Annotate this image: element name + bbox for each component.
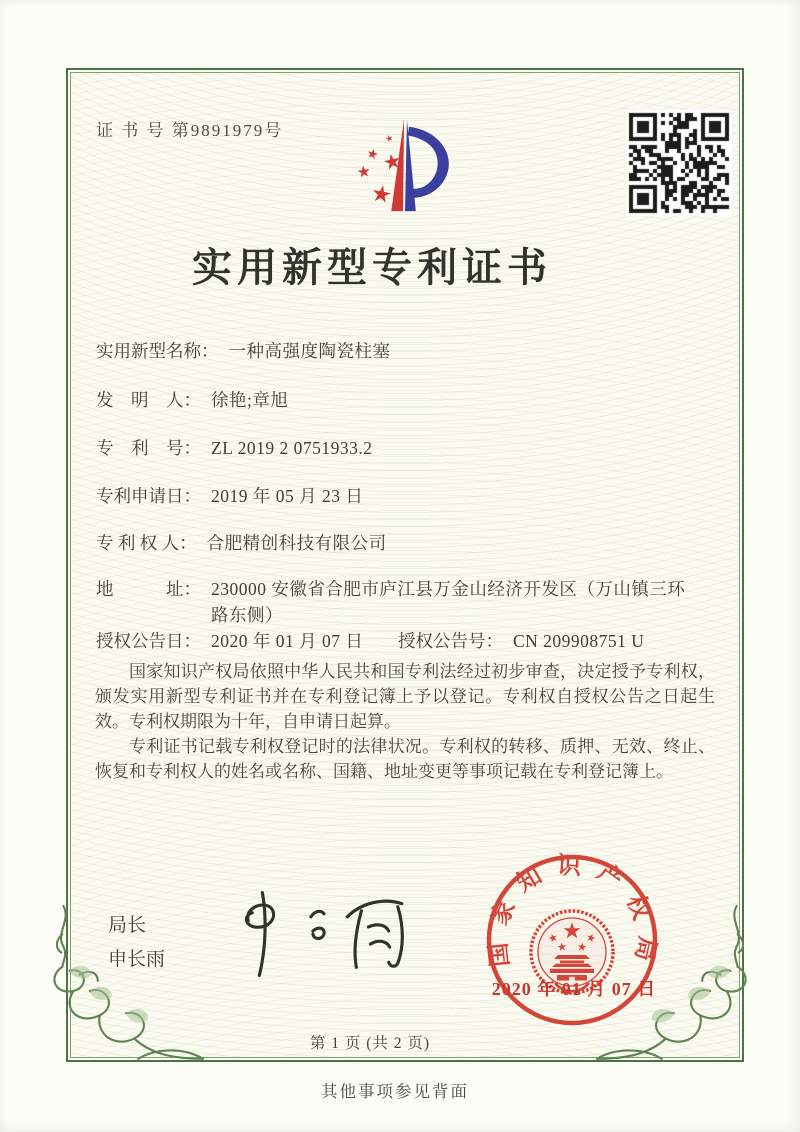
- field-label: 授权公告号：: [398, 631, 503, 651]
- legal-paragraph: 国家知识产权局依照中华人民共和国专利法经过初步审查，决定授予专利权，颁发实用新型专利证书并在专利登记簿上予以登记。专利权自授权公告之日起生效。专利权期限为十年，自申请日起算。: [95, 662, 715, 731]
- field-label: 专 利 号：: [96, 438, 201, 458]
- field-row-address: [96, 576, 693, 628]
- page-number: 第 1 页 (共 2 页): [309, 1035, 431, 1052]
- legal-paragraph: 专利证书记载专利权登记时的法律状况。专利权的转移、质押、无效、终止、恢复和专利权人的姓名或名称、国籍、地址变更等事项记载在专利登记簿上。: [95, 737, 715, 781]
- commissioner-signature: [226, 886, 418, 980]
- certificate-title: 实用新型专利证书: [192, 245, 552, 290]
- legal-text: [95, 659, 715, 784]
- field-value: 2020 年 01 月 07 日: [211, 631, 364, 651]
- field-label: 专 利 权 人：: [96, 533, 197, 553]
- field-value: 2019 年 05 月 23 日: [211, 486, 364, 506]
- field-row-filing-date: [96, 483, 363, 508]
- field-label: 实用新型名称：: [96, 341, 219, 361]
- commissioner-block: [108, 909, 165, 977]
- seal-text: 国家知识产权局: [484, 853, 661, 977]
- field-value: 一种高强度陶瓷柱塞: [228, 341, 391, 361]
- back-note: 其他事项参见背面: [321, 1082, 469, 1101]
- field-label: 地 址：: [96, 579, 201, 599]
- certificate-number: 证 书 号 第9891979号: [96, 121, 284, 140]
- commissioner-title: 局长: [108, 915, 147, 936]
- field-label: 发 明 人：: [96, 390, 201, 410]
- field-label: 专利申请日：: [96, 486, 201, 506]
- cnipa-logo-icon: [342, 111, 470, 219]
- field-value: 230000 安徽省合肥市庐江县万金山经济开发区（万山镇三环路东侧）: [211, 579, 686, 625]
- commissioner-name: 申长雨: [108, 949, 166, 970]
- qr-code: [626, 110, 732, 216]
- field-row-patentee: [96, 530, 387, 555]
- field-row-patent-no: [96, 435, 372, 460]
- field-row-inventor: [96, 387, 288, 412]
- field-row-name: [96, 338, 391, 363]
- seal-date: 2020 年 01 月 07 日: [491, 979, 657, 999]
- field-row-grant: [96, 628, 645, 653]
- field-value: 合肥精创科技有限公司: [206, 533, 387, 553]
- field-value: CN 209908751 U: [513, 631, 645, 651]
- field-label: 授权公告日：: [96, 631, 201, 651]
- field-grant-number: [398, 628, 644, 653]
- cnipa-seal-icon: [482, 850, 662, 1030]
- field-value: 徐艳;章旭: [211, 390, 289, 410]
- field-value: ZL 2019 2 0751933.2: [211, 438, 373, 458]
